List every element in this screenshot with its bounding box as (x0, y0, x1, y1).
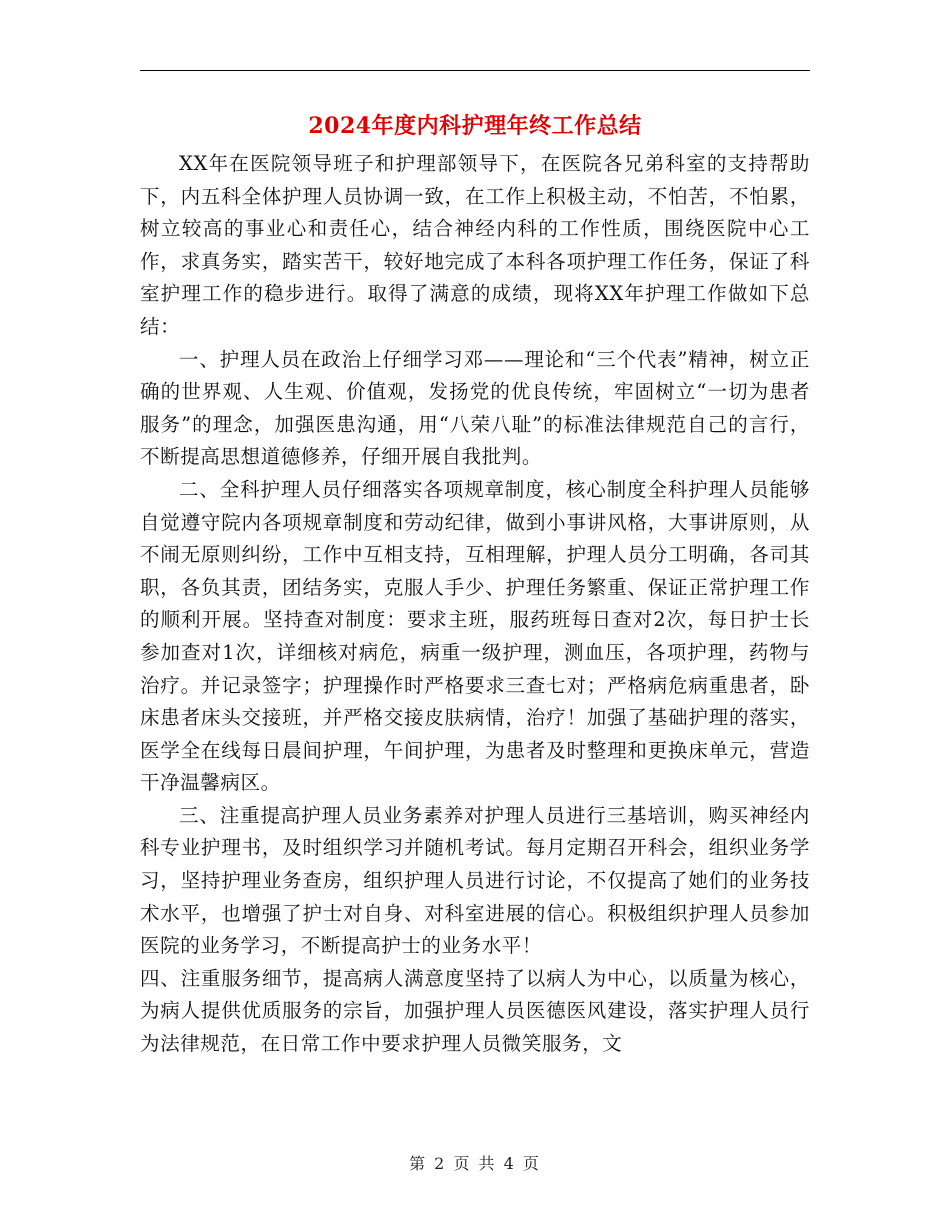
header-rule (140, 70, 810, 71)
document-body (140, 148, 810, 1061)
paragraph-section-3: 三、注重提高护理人员业务素养对护理人员进行三基培训，购买神经内科专业护理书，及时组织学习并随机考试。每月定期召开科会，组织业务学习，坚持护理业务查房，组织护理人员进行讨论，不仅提高了她们的业务技术水平，也增强了护士对自身、对科室进展的信心。积极组织护理人员参加医院的业务学习，不断提高护士的业务水平！ (140, 803, 810, 958)
document-title: 2024年度内科护理年终工作总结 (308, 113, 642, 139)
paragraph-section-4: 四、注重服务细节，提高病人满意度坚持了以病人为中心，以质量为核心，为病人提供优质服务的宗旨，加强护理人员医德医风建设，落实护理人员行为法律规范，在日常工作中要求护理人员微笑服务，文 (140, 966, 810, 1056)
paragraph-section-2: 二、全科护理人员仔细落实各项规章制度，核心制度全科护理人员能够自觉遵守院内各项规章制度和劳动纪律，做到小事讲风格，大事讲原则，从不闹无原则纠纷，工作中互相支持，互相理解，护理人员分工明确，各司其职，各负其责，团结务实，克服人手少、护理任务繁重、保证正常护理工作的顺利开展。坚持查对制度：要求主班，服药班每日查对2次，每日护士长参加查对1次，详细核对病危，病重一级护理，测血压，各项护理，药物与治疗。并记录签字；护理操作时严格要求三查七对；严格病危病重患者，卧床患者床头交接班，并严格交接皮肤病情，治疗！加强了基础护理的落实，医学全在线每日晨间护理，午间护理，为患者及时整理和更换床单元，营造干净温馨病区。 (140, 477, 810, 795)
paragraph-intro: XX年在医院领导班子和护理部领导下，在医院各兄弟科室的支持帮助下，内五科全体护理人员协调一致，在工作上积极主动，不怕苦，不怕累，树立较高的事业心和责任心，结合神经内科的工作性质，围绕医院中心工作，求真务实，踏实苦干，较好地完成了本科各项护理工作任务，保证了科室护理工作的稳步进行。取得了满意的成绩，现将XX年护理工作做如下总结： (140, 152, 810, 338)
page-number-footer: 第 2 页 共 4 页 (409, 1154, 541, 1173)
paragraph-section-1: 一、护理人员在政治上仔细学习邓——理论和“三个代表”精神，树立正确的世界观、人生观、价值观，发扬党的优良传统，牢固树立“一切为患者服务”的理念，加强医患沟通，用“八荣八耻”的标准法律规范自己的言行，不断提高思想道德修养，仔细开展自我批判。 (140, 347, 810, 469)
